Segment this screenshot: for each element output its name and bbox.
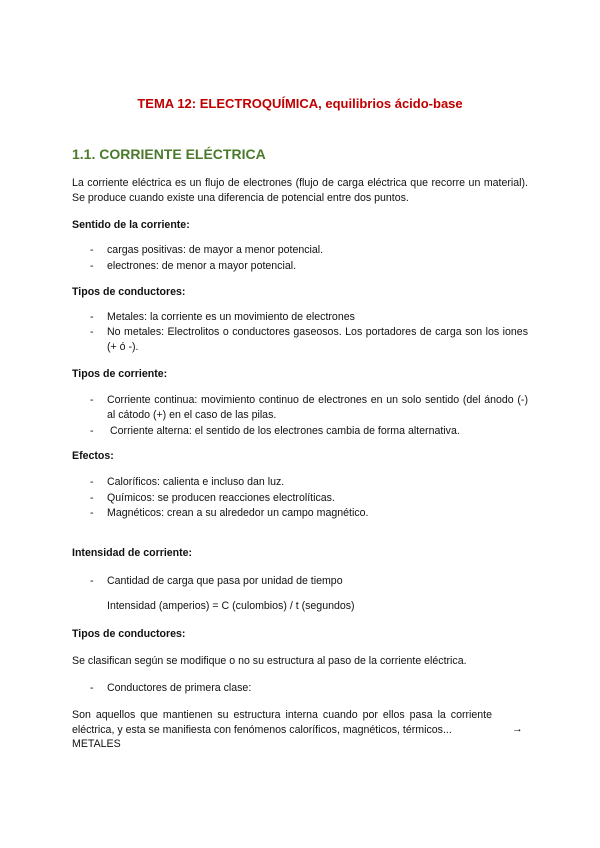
list-item: - No metales: Electrolitos o conductores gaseosos. Los portadores de carga son los iones (+ ó -). (90, 326, 528, 353)
list-dash: - (90, 507, 94, 519)
arrow-right-icon: → (512, 723, 523, 735)
list-dash: - (90, 492, 94, 504)
list-dash: - (90, 682, 94, 694)
sentido-heading: Sentido de la corriente: (72, 219, 190, 231)
clasificacion-paragraph: Se clasifican según se modifique o no su estructura al paso de la corriente eléctrica. (72, 655, 467, 667)
conductores-heading: Tipos de conductores: (72, 286, 186, 298)
list-dash: - (90, 326, 94, 338)
list-dash: - (90, 476, 94, 488)
list-item: - Metales: la corriente es un movimiento de electrones (90, 311, 355, 323)
list-dash: - (90, 425, 94, 437)
list-item: - electrones: de menor a mayor potencial. (90, 260, 297, 272)
list-item: - Corriente continua: movimiento continuo de electrones en un solo sentido (del ánodo (-) al cátodo (+) en el caso de las pilas. (90, 394, 528, 421)
efectos-heading: Efectos: (72, 450, 114, 462)
list-item: - Caloríficos: calienta e incluso dan luz. (90, 476, 285, 488)
final-paragraph: Son aquellos que mantienen su estructura interna cuando por ellos pasa la corriente eléctrica, y esta se manifiesta con fenómenos caloríficos, magnéticos, térmicos... (72, 709, 492, 736)
document-title: TEMA 12: ELECTROQUÍMICA, equilibrios ácido-base (137, 96, 463, 111)
list-item: - cargas positivas: de mayor a menor potencial. (90, 244, 324, 256)
intensidad-heading: Intensidad de corriente: (72, 547, 193, 559)
list-item: - Magnéticos: crean a su alrededor un campo magnético. (90, 507, 369, 519)
section-heading: 1.1. CORRIENTE ELÉCTRICA (72, 146, 266, 162)
list-item: - Químicos: se producen reacciones electrolíticas. (90, 492, 335, 504)
list-item: - Cantidad de carga que pasa por unidad de tiempo (90, 575, 343, 587)
corriente-heading: Tipos de corriente: (72, 368, 168, 380)
final-word: METALES (72, 738, 121, 750)
list-item: - Corriente alterna: el sentido de los electrones cambia de forma alternativa. (90, 425, 460, 437)
intensity-formula: Intensidad (amperios) = C (culombios) / t (segundos) (107, 600, 355, 612)
intro-paragraph: La corriente eléctrica es un flujo de electrones (flujo de carga eléctrica que recorre un material). Se produce cuando existe una diferencia de potencial entre dos puntos. (72, 177, 528, 204)
list-dash: - (90, 244, 94, 256)
list-item: - Conductores de primera clase: (90, 682, 252, 694)
conductores-heading-2: Tipos de conductores: (72, 628, 186, 640)
list-dash: - (90, 394, 94, 406)
list-dash: - (90, 260, 94, 272)
list-dash: - (90, 311, 94, 323)
list-dash: - (90, 575, 94, 587)
